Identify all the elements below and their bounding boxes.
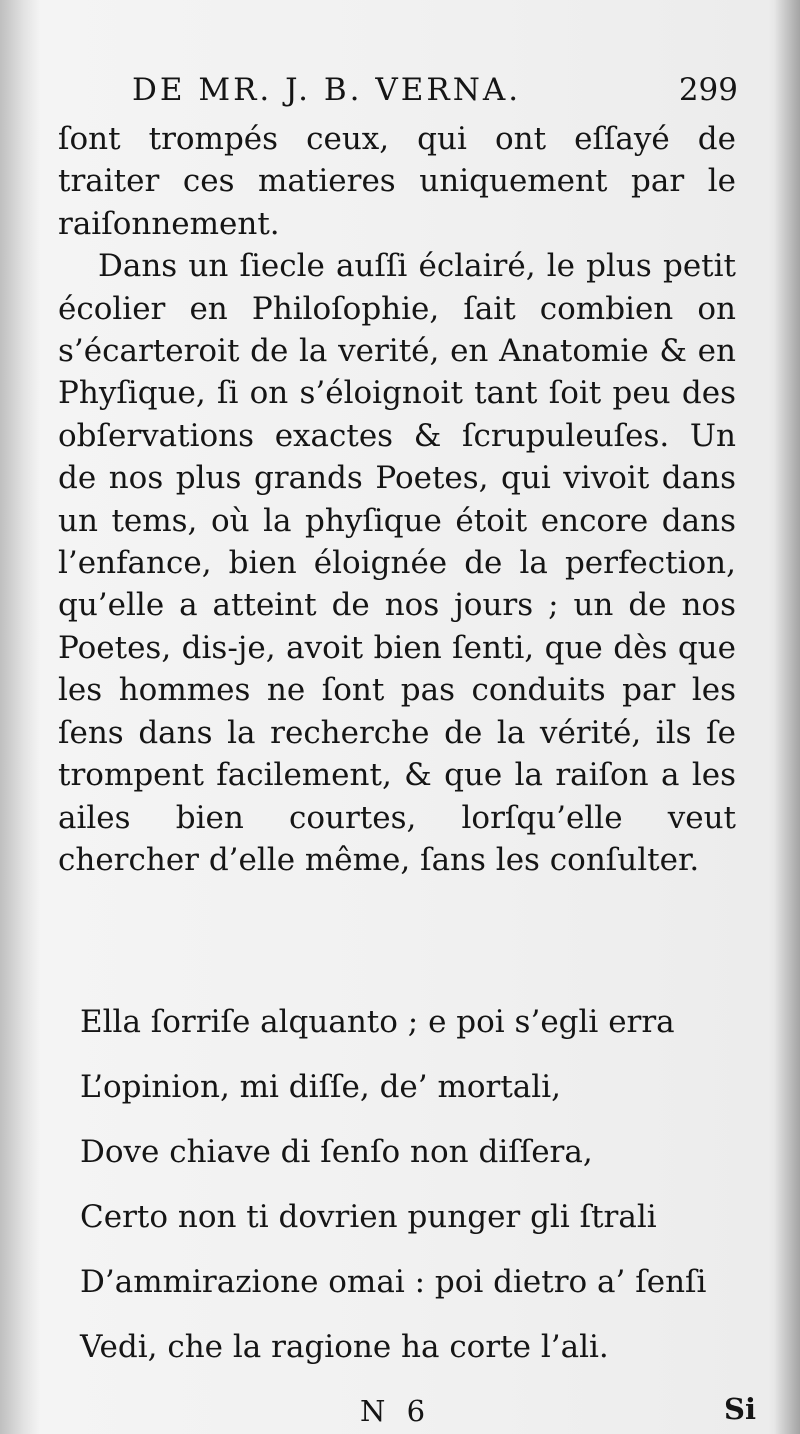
paragraph-continuation: ſont trompés ceux, qui ont eſſayé de traiter ces matieres uniquement par le raiſonnement.: [58, 121, 736, 242]
verse-quotation: [80, 990, 720, 1380]
signature-mark: N 6: [360, 1394, 432, 1428]
paragraph: Dans un ſiecle auſſi éclairé, le plus petit écolier en Philoſophie, ſait combien on s’écarteroit de la verité, en Anatomie & en Phyſique, ſi on s’éloignoit tant ſoit peu des obſervations exactes & ſcrupuleuſes. Un de nos plus grands Poetes, qui vivoit dans un tems, où la phyſique étoit encore dans l’enfance, bien éloignée de la perfection, qu’elle a atteint de nos jours ; un de nos Poetes, dis-je, avoit bien ſenti, que dès que les hommes ne ſont pas conduits par les ſens dans la recherche de la vérité, ils ſe trompent facilement, & que la raiſon a les ailes bien courtes, lorſqu’elle veut chercher d’elle même, ſans les conſulter.: [58, 248, 736, 878]
page-header: [132, 72, 738, 116]
prose-text: [58, 118, 736, 881]
verse-line: Vedi, che la ragione ha corte l’ali.: [80, 1329, 609, 1365]
verse-line: Ella ſorriſe alquanto ; e poi s’egli erra: [80, 1004, 675, 1040]
verse-line: L’opinion, mi diſſe, de’ mortali,: [80, 1069, 561, 1105]
verse-line: Dove chiave di ſenſo non diſſera,: [80, 1134, 593, 1170]
binding-shadow: [0, 0, 40, 1434]
verse-line: D’ammirazione omai : poi dietro a’ ſenſi: [80, 1264, 707, 1300]
catchword: Si: [724, 1392, 756, 1426]
running-head: DE MR. J. B. VERNA.: [132, 72, 522, 108]
page-edge-shadow: [774, 0, 800, 1434]
page-number: 299: [678, 72, 738, 108]
verse-line: Certo non ti dovrien punger gli ſtrali: [80, 1199, 657, 1235]
